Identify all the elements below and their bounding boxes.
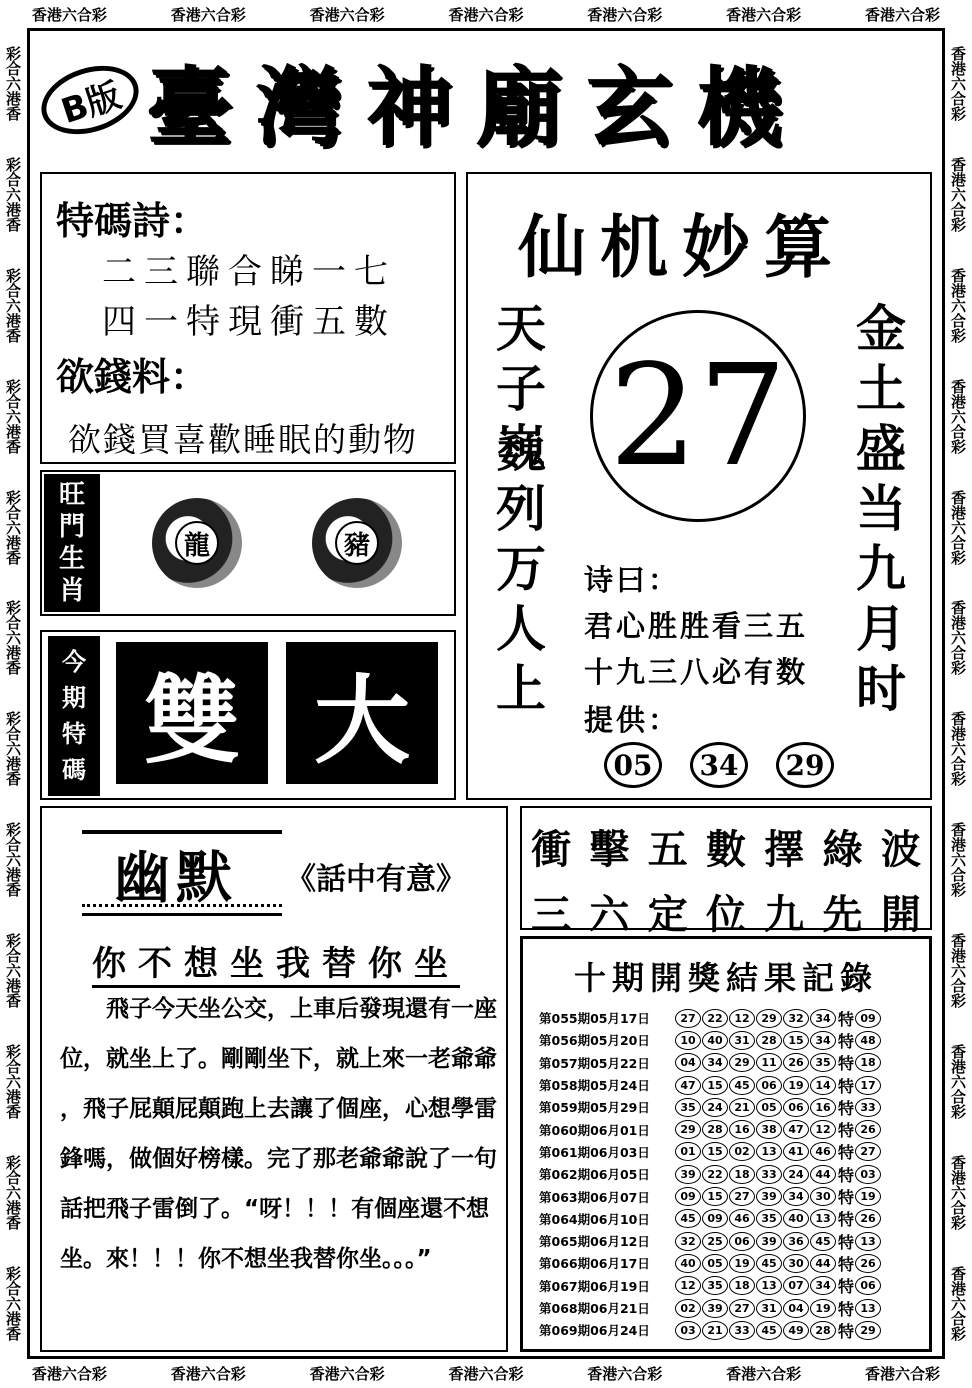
humor-line: 鋒嗎，做個好榜樣。完了那老爺爺說了一句 (60, 1146, 497, 1172)
record-number: 29 (729, 1053, 755, 1072)
special-label-char: 特 (62, 720, 86, 748)
oracle-right-char: 九 (856, 539, 906, 598)
oracle-right-char: 时 (856, 659, 906, 718)
record-special-number: 09 (855, 1009, 881, 1028)
border-text: 彩合六港香 (4, 600, 22, 676)
records-title: 十期開獎結果記錄 (573, 959, 878, 997)
poem-title: 特碼詩： (56, 198, 209, 243)
humor-body (60, 984, 500, 1284)
title-char: 廟 (476, 58, 566, 158)
big-number-circle (590, 310, 806, 522)
motto-char: 綠 (822, 826, 863, 873)
oracle-poem-line-1: 君心胜胜看三五 (584, 609, 809, 643)
title-char: 玄 (586, 58, 676, 158)
oracle-left-char: 子 (496, 359, 546, 418)
riddle-title: 欲錢料： (56, 354, 209, 399)
record-row (539, 1163, 929, 1185)
special-tile-2: 大 (286, 642, 438, 784)
record-row (539, 1252, 929, 1274)
record-row (539, 1230, 929, 1252)
animal-name-2: 豬 (335, 521, 379, 565)
edition-badge: B版 (33, 54, 148, 146)
motto-char: 擇 (764, 826, 805, 873)
record-number: 19 (783, 1076, 809, 1095)
motto-char: 定 (647, 891, 688, 938)
humor-line: 位，就坐上了。剛剛坐下，就上來一老爺爺 (60, 1046, 497, 1072)
special-marker: 特 (838, 1121, 855, 1141)
record-number: 15 (702, 1076, 728, 1095)
border-text: 香港六合彩 (949, 933, 967, 1009)
motto-char: 先 (822, 891, 863, 938)
record-number: 39 (756, 1232, 782, 1251)
special-marker: 特 (838, 1277, 855, 1297)
oracle-left-column (496, 299, 546, 724)
special-marker: 特 (838, 1054, 855, 1074)
record-row (539, 1052, 929, 1074)
motto-char: 衝 (531, 826, 572, 873)
record-date: 第063期06月07日 (539, 1189, 650, 1205)
special-marker: 特 (838, 1254, 855, 1274)
motto-char: 三 (531, 891, 572, 938)
title-char: 機 (696, 58, 786, 158)
record-special-number: 18 (855, 1053, 881, 1072)
record-number: 28 (756, 1031, 782, 1050)
border-text: 香港六合彩 (448, 1364, 524, 1383)
humor-line: ，飛子屁顛屁顛跑上去讓了個座，心想學雷 (60, 1096, 497, 1122)
motto-char: 六 (589, 891, 630, 938)
oracle-left-char: 列 (496, 479, 546, 538)
border-text: 彩合六港香 (4, 378, 22, 454)
border-text: 香港六合彩 (170, 5, 246, 24)
oracle-left-char: 巍 (496, 419, 546, 478)
record-number: 01 (675, 1142, 701, 1161)
record-number: 15 (702, 1142, 728, 1161)
zodiac-panel (40, 470, 456, 616)
record-number: 13 (756, 1142, 782, 1161)
record-number: 07 (783, 1276, 809, 1295)
left-border-strip (0, 28, 27, 1359)
record-number: 06 (756, 1076, 782, 1095)
humor-heading: 你不想坐我替你坐 (92, 936, 460, 988)
record-number: 22 (702, 1165, 728, 1184)
record-number: 30 (810, 1187, 836, 1206)
records-table (523, 999, 929, 1341)
record-number: 34 (783, 1187, 809, 1206)
border-text: 香港六合彩 (949, 600, 967, 676)
page-title (146, 38, 786, 162)
border-text: 彩合六港香 (4, 267, 22, 343)
record-number: 15 (702, 1187, 728, 1206)
oracle-title: 仙机妙算 (518, 208, 847, 288)
record-number: 39 (756, 1187, 782, 1206)
record-date: 第056期05月20日 (539, 1033, 650, 1049)
provided-ball-1: 05 (604, 742, 662, 788)
zodiac-label-char: 肖 (58, 576, 85, 606)
record-number: 36 (783, 1232, 809, 1251)
border-text: 香港六合彩 (864, 1364, 940, 1383)
record-number: 13 (756, 1276, 782, 1295)
oracle-left-char: 上 (496, 659, 546, 718)
border-text: 香港六合彩 (309, 5, 385, 24)
zodiac-label-char: 門 (58, 512, 85, 542)
record-number: 29 (756, 1009, 782, 1028)
title-char: 神 (366, 58, 456, 158)
border-text: 香港六合彩 (170, 1364, 246, 1383)
record-date: 第064期06月10日 (539, 1211, 650, 1227)
oracle-right-column (856, 299, 906, 724)
border-text: 香港六合彩 (949, 1265, 967, 1341)
record-number: 10 (675, 1031, 701, 1050)
motto-char: 位 (705, 891, 746, 938)
border-text: 彩合六港香 (4, 933, 22, 1009)
record-number: 49 (783, 1321, 809, 1340)
border-text: 香港六合彩 (949, 1044, 967, 1120)
motto-char: 九 (764, 891, 805, 938)
special-marker: 特 (838, 1031, 855, 1051)
motto-char: 波 (880, 826, 921, 873)
zodiac-label (44, 474, 100, 612)
record-number: 06 (729, 1232, 755, 1251)
record-row (539, 1208, 929, 1230)
humor-line: 話把飛子雷倒了。“呀！！！有個座還不想 (60, 1196, 490, 1222)
record-number: 45 (729, 1076, 755, 1095)
record-number: 32 (675, 1232, 701, 1251)
border-text: 彩合六港香 (4, 1155, 22, 1231)
record-number: 09 (675, 1187, 701, 1206)
record-number: 06 (783, 1098, 809, 1117)
special-label-char: 碼 (62, 756, 86, 784)
oracle-left-char: 万 (496, 539, 546, 598)
riddle-text: 欲錢買喜歡睡眠的動物 (68, 420, 418, 459)
record-number: 31 (756, 1299, 782, 1318)
record-date: 第057期05月22日 (539, 1055, 650, 1071)
record-date: 第061期06月03日 (539, 1144, 650, 1160)
record-number: 45 (756, 1254, 782, 1273)
motto-char: 數 (705, 826, 746, 873)
page-header (40, 40, 930, 160)
record-number: 04 (675, 1053, 701, 1072)
border-text: 香港六合彩 (949, 378, 967, 454)
oracle-poem-title: 诗曰： (584, 563, 681, 597)
record-special-number: 03 (855, 1165, 881, 1184)
motto-row-1 (522, 818, 930, 875)
record-special-number: 48 (855, 1031, 881, 1050)
record-number: 11 (756, 1053, 782, 1072)
record-number: 24 (783, 1165, 809, 1184)
oracle-right-char: 当 (856, 479, 906, 538)
record-number: 05 (756, 1098, 782, 1117)
border-text: 香港六合彩 (448, 5, 524, 24)
record-number: 21 (702, 1321, 728, 1340)
provided-balls (604, 742, 834, 788)
record-special-number: 27 (855, 1142, 881, 1161)
border-text: 香港六合彩 (587, 5, 663, 24)
poem-line-1: 二三聯合睇一七 (102, 252, 396, 292)
record-date: 第067期06月19日 (539, 1278, 650, 1294)
border-text: 香港六合彩 (949, 45, 967, 121)
border-text: 香港六合彩 (949, 822, 967, 898)
oracle-right-char: 月 (856, 599, 906, 658)
oracle-right-char: 土 (856, 359, 906, 418)
motto-char: 開 (880, 891, 921, 938)
oracle-right-char: 盛 (856, 419, 906, 478)
record-number: 27 (729, 1299, 755, 1318)
record-number: 40 (783, 1209, 809, 1228)
special-tile-1: 雙 (116, 642, 268, 784)
record-number: 19 (729, 1254, 755, 1273)
border-text: 彩合六港香 (4, 489, 22, 565)
oracle-left-char: 天 (496, 299, 546, 358)
border-text: 彩合六港香 (4, 156, 22, 232)
record-number: 31 (729, 1031, 755, 1050)
special-marker: 特 (838, 1299, 855, 1319)
special-marker: 特 (838, 1165, 855, 1185)
record-number: 13 (810, 1209, 836, 1228)
dragon-icon (152, 498, 242, 588)
border-text: 彩合六港香 (4, 1265, 22, 1341)
record-date: 第065期06月12日 (539, 1234, 650, 1250)
special-marker: 特 (838, 1009, 855, 1029)
record-number: 16 (729, 1120, 755, 1139)
oracle-right-char: 金 (856, 299, 906, 358)
record-number: 12 (810, 1120, 836, 1139)
animal-name-1: 龍 (175, 521, 219, 565)
record-date: 第069期06月24日 (539, 1323, 650, 1339)
record-row (539, 1007, 929, 1029)
border-text: 香港六合彩 (949, 1155, 967, 1231)
record-number: 03 (675, 1321, 701, 1340)
record-number: 45 (675, 1209, 701, 1228)
record-number: 44 (810, 1165, 836, 1184)
border-text: 香港六合彩 (949, 489, 967, 565)
special-marker: 特 (838, 1188, 855, 1208)
record-number: 33 (756, 1165, 782, 1184)
border-text: 香港六合彩 (726, 5, 802, 24)
record-number: 21 (729, 1098, 755, 1117)
record-number: 46 (729, 1209, 755, 1228)
bottom-border-strip (0, 1359, 972, 1387)
record-row (539, 1297, 929, 1319)
record-number: 47 (675, 1076, 701, 1095)
record-special-number: 06 (855, 1276, 881, 1295)
special-marker: 特 (838, 1232, 855, 1252)
humor-title: 幽默 (114, 846, 238, 911)
record-number: 40 (675, 1254, 701, 1273)
record-number: 28 (702, 1120, 728, 1139)
record-number: 46 (810, 1142, 836, 1161)
record-number: 16 (810, 1098, 836, 1117)
humor-line: 飛子今天坐公交，上車后發現還有一座 (106, 996, 497, 1022)
special-marker: 特 (838, 1076, 855, 1096)
record-special-number: 13 (855, 1299, 881, 1318)
record-number: 25 (702, 1232, 728, 1251)
border-text: 彩合六港香 (4, 1044, 22, 1120)
provide-label: 提供： (584, 703, 681, 737)
title-char: 灣 (256, 58, 346, 158)
record-number: 12 (675, 1276, 701, 1295)
record-date: 第059期05月29日 (539, 1100, 650, 1116)
record-number: 32 (783, 1009, 809, 1028)
special-label-char: 期 (62, 684, 86, 712)
border-text: 香港六合彩 (309, 1364, 385, 1383)
record-number: 27 (729, 1187, 755, 1206)
top-border-strip (0, 0, 972, 28)
record-special-number: 26 (855, 1120, 881, 1139)
title-char: 臺 (146, 58, 236, 158)
record-number: 39 (702, 1299, 728, 1318)
record-number: 34 (810, 1009, 836, 1028)
record-number: 34 (810, 1031, 836, 1050)
motto-panel (520, 806, 932, 938)
record-number: 35 (810, 1053, 836, 1072)
record-number: 34 (810, 1276, 836, 1295)
record-special-number: 33 (855, 1098, 881, 1117)
special-label (48, 636, 100, 796)
record-row (539, 1029, 929, 1051)
record-special-number: 19 (855, 1187, 881, 1206)
record-number: 09 (702, 1209, 728, 1228)
record-special-number: 26 (855, 1209, 881, 1228)
record-number: 35 (675, 1098, 701, 1117)
record-row (539, 1185, 929, 1207)
zodiac-label-char: 生 (58, 544, 85, 574)
motto-row-2 (522, 883, 930, 940)
humor-title-underline (82, 904, 282, 916)
record-number: 24 (702, 1098, 728, 1117)
record-number: 18 (729, 1276, 755, 1295)
record-number: 14 (810, 1076, 836, 1095)
humor-panel (40, 806, 508, 1352)
record-number: 38 (756, 1120, 782, 1139)
poem-panel (40, 172, 456, 464)
record-row (539, 1319, 929, 1341)
border-text: 香港六合彩 (864, 5, 940, 24)
record-date: 第068期06月21日 (539, 1301, 650, 1316)
oracle-left-char: 人 (496, 599, 546, 658)
record-number: 35 (702, 1276, 728, 1295)
record-number: 02 (675, 1299, 701, 1318)
special-code-panel (40, 630, 456, 800)
special-marker: 特 (838, 1143, 855, 1163)
special-marker: 特 (838, 1098, 855, 1118)
record-number: 05 (702, 1254, 728, 1273)
record-row (539, 1074, 929, 1096)
records-panel (520, 936, 932, 1352)
border-text: 香港六合彩 (949, 711, 967, 787)
record-row (539, 1141, 929, 1163)
record-number: 15 (783, 1031, 809, 1050)
record-number: 19 (810, 1299, 836, 1318)
record-number: 04 (783, 1299, 809, 1318)
motto-char: 五 (647, 826, 688, 873)
record-date: 第055期05月17日 (539, 1011, 650, 1027)
border-text: 香港六合彩 (949, 156, 967, 232)
provided-ball-2: 34 (690, 742, 748, 788)
record-date: 第060期06月01日 (539, 1122, 650, 1138)
provided-ball-3: 29 (776, 742, 834, 788)
record-row (539, 1275, 929, 1297)
record-special-number: 17 (855, 1076, 881, 1095)
record-number: 12 (729, 1009, 755, 1028)
big-number: 27 (608, 334, 788, 498)
record-number: 22 (702, 1009, 728, 1028)
record-number: 47 (783, 1120, 809, 1139)
pig-icon (312, 498, 402, 588)
motto-char: 擊 (589, 826, 630, 873)
border-text: 香港六合彩 (949, 267, 967, 343)
record-number: 33 (729, 1321, 755, 1340)
record-number: 29 (675, 1120, 701, 1139)
record-number: 35 (756, 1209, 782, 1228)
record-number: 28 (810, 1321, 836, 1340)
special-marker: 特 (838, 1321, 855, 1341)
special-marker: 特 (838, 1210, 855, 1230)
record-number: 40 (702, 1031, 728, 1050)
special-label-char: 今 (62, 648, 86, 676)
record-special-number: 13 (855, 1232, 881, 1251)
border-text: 彩合六港香 (4, 711, 22, 787)
oracle-poem-line-2: 十九三八必有数 (584, 655, 809, 689)
record-number: 41 (783, 1142, 809, 1161)
record-number: 02 (729, 1142, 755, 1161)
record-number: 27 (675, 1009, 701, 1028)
poem-line-2: 四一特現衝五數 (102, 302, 396, 342)
zodiac-label-char: 旺 (58, 480, 85, 510)
border-text: 香港六合彩 (31, 1364, 107, 1383)
record-number: 26 (783, 1053, 809, 1072)
record-date: 第058期05月24日 (539, 1078, 650, 1094)
record-number: 45 (810, 1232, 836, 1251)
record-date: 第062期06月05日 (539, 1167, 650, 1183)
border-text: 香港六合彩 (726, 1364, 802, 1383)
record-special-number: 29 (855, 1321, 881, 1340)
record-number: 45 (756, 1321, 782, 1340)
record-number: 34 (702, 1053, 728, 1072)
record-special-number: 26 (855, 1254, 881, 1273)
right-border-strip (945, 28, 972, 1359)
border-text: 香港六合彩 (587, 1364, 663, 1383)
record-date: 第066期06月17日 (539, 1256, 650, 1272)
humor-line: 坐。來！！！你不想坐我替你坐。。。” (60, 1246, 432, 1272)
border-text: 彩合六港香 (4, 45, 22, 121)
humor-subtitle: 《話中有意》 (286, 862, 466, 897)
record-row (539, 1118, 929, 1140)
border-text: 香港六合彩 (31, 5, 107, 24)
record-number: 18 (729, 1165, 755, 1184)
record-number: 44 (810, 1254, 836, 1273)
border-text: 彩合六港香 (4, 822, 22, 898)
record-number: 30 (783, 1254, 809, 1273)
record-number: 39 (675, 1165, 701, 1184)
record-row (539, 1096, 929, 1118)
